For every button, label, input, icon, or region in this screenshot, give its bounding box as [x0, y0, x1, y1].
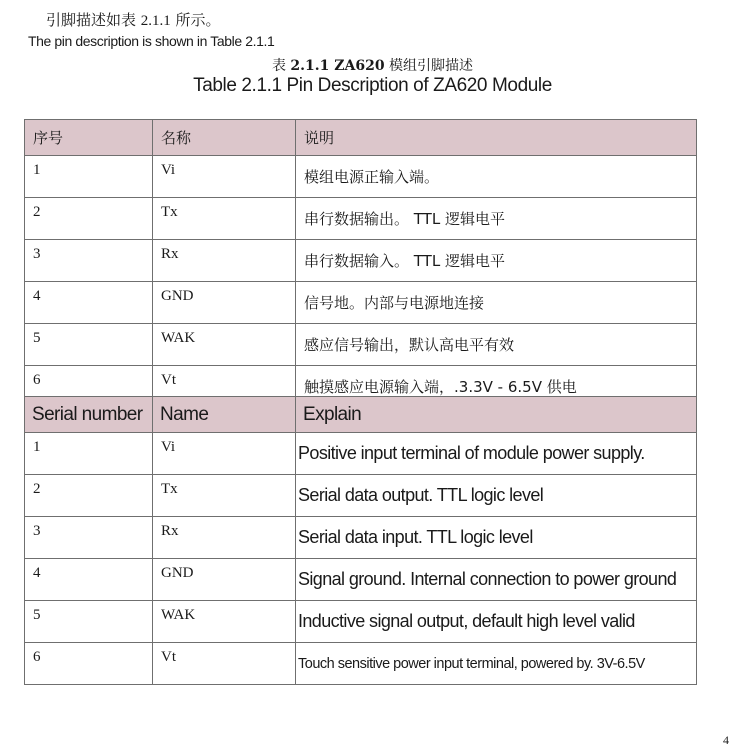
cell-description: Positive input terminal of module power supply.	[296, 433, 697, 475]
caption-cn-bold: 2.1.1 ZA620	[290, 58, 385, 74]
cell-description: 串行数据输出。 TTL 逻辑电平	[296, 198, 697, 240]
intro-chinese	[46, 9, 221, 30]
table-row	[25, 601, 697, 643]
table-row	[25, 559, 697, 601]
intro-cn-tail: 所示。	[170, 11, 221, 29]
table-row	[25, 517, 697, 559]
cell-name: Rx	[153, 517, 296, 559]
cell-description: 串行数据输入。 TTL 逻辑电平	[296, 240, 697, 282]
cell-description: 触摸感应电源输入端，.3.3V - 6.5V 供电	[296, 366, 697, 408]
cell-name: Vi	[153, 433, 296, 475]
cell-name: GND	[153, 559, 296, 601]
cell-serial: 2	[25, 475, 153, 517]
intro-cn-number: 2.1.1	[140, 13, 171, 29]
header-serial: 序号	[25, 120, 153, 156]
table-row	[25, 643, 697, 685]
cell-serial: 4	[25, 282, 153, 324]
header-name: Name	[153, 397, 296, 433]
cell-serial: 1	[25, 433, 153, 475]
cell-serial: 5	[25, 601, 153, 643]
cell-description: Inductive signal output, default high level valid	[296, 601, 697, 643]
cell-description: Touch sensitive power input terminal, powered by. 3V-6.5V	[296, 643, 697, 685]
caption-cn-prefix: 表	[271, 58, 291, 74]
caption-cn-suffix: 模组引脚描述	[384, 58, 474, 74]
table-row	[25, 282, 697, 324]
table-header-row	[25, 397, 697, 433]
pin-table-english	[24, 396, 697, 685]
table-row	[25, 475, 697, 517]
table-caption-english: Table 2.1.1 Pin Description of ZA620 Module	[193, 75, 552, 96]
cell-serial: 3	[25, 517, 153, 559]
cell-description: 信号地。内部与电源地连接	[296, 282, 697, 324]
cell-name: Tx	[153, 475, 296, 517]
cell-name: Tx	[153, 198, 296, 240]
cell-name: Vt	[153, 643, 296, 685]
table-header-row	[25, 120, 697, 156]
table-caption-chinese	[0, 55, 745, 75]
intro-cn-text: 引脚描述如表	[46, 11, 141, 29]
cell-serial: 2	[25, 198, 153, 240]
cell-name: GND	[153, 282, 296, 324]
table-row	[25, 433, 697, 475]
intro-english: The pin description is shown in Table 2.1.1	[28, 33, 275, 49]
cell-description: 模组电源正输入端。	[296, 156, 697, 198]
cell-name: Rx	[153, 240, 296, 282]
table-row	[25, 156, 697, 198]
cell-name: WAK	[153, 324, 296, 366]
cell-serial: 3	[25, 240, 153, 282]
header-description: 说明	[296, 120, 697, 156]
cell-serial: 1	[25, 156, 153, 198]
cell-description: Signal ground. Internal connection to power ground	[296, 559, 697, 601]
cell-serial: 6	[25, 643, 153, 685]
cell-serial: 4	[25, 559, 153, 601]
cell-serial: 6	[25, 366, 153, 408]
table-row	[25, 198, 697, 240]
pin-table-chinese	[24, 119, 697, 408]
header-serial: Serial number	[25, 397, 153, 433]
header-name: 名称	[153, 120, 296, 156]
cell-description: Serial data output. TTL logic level	[296, 475, 697, 517]
cell-name: Vt	[153, 366, 296, 408]
cell-serial: 5	[25, 324, 153, 366]
page-number: 4	[723, 733, 729, 747]
cell-name: Vi	[153, 156, 296, 198]
cell-description: Serial data input. TTL logic level	[296, 517, 697, 559]
table-row	[25, 240, 697, 282]
header-description: Explain	[296, 397, 697, 433]
cell-name: WAK	[153, 601, 296, 643]
table-row	[25, 324, 697, 366]
cell-description: 感应信号输出，默认高电平有效	[296, 324, 697, 366]
